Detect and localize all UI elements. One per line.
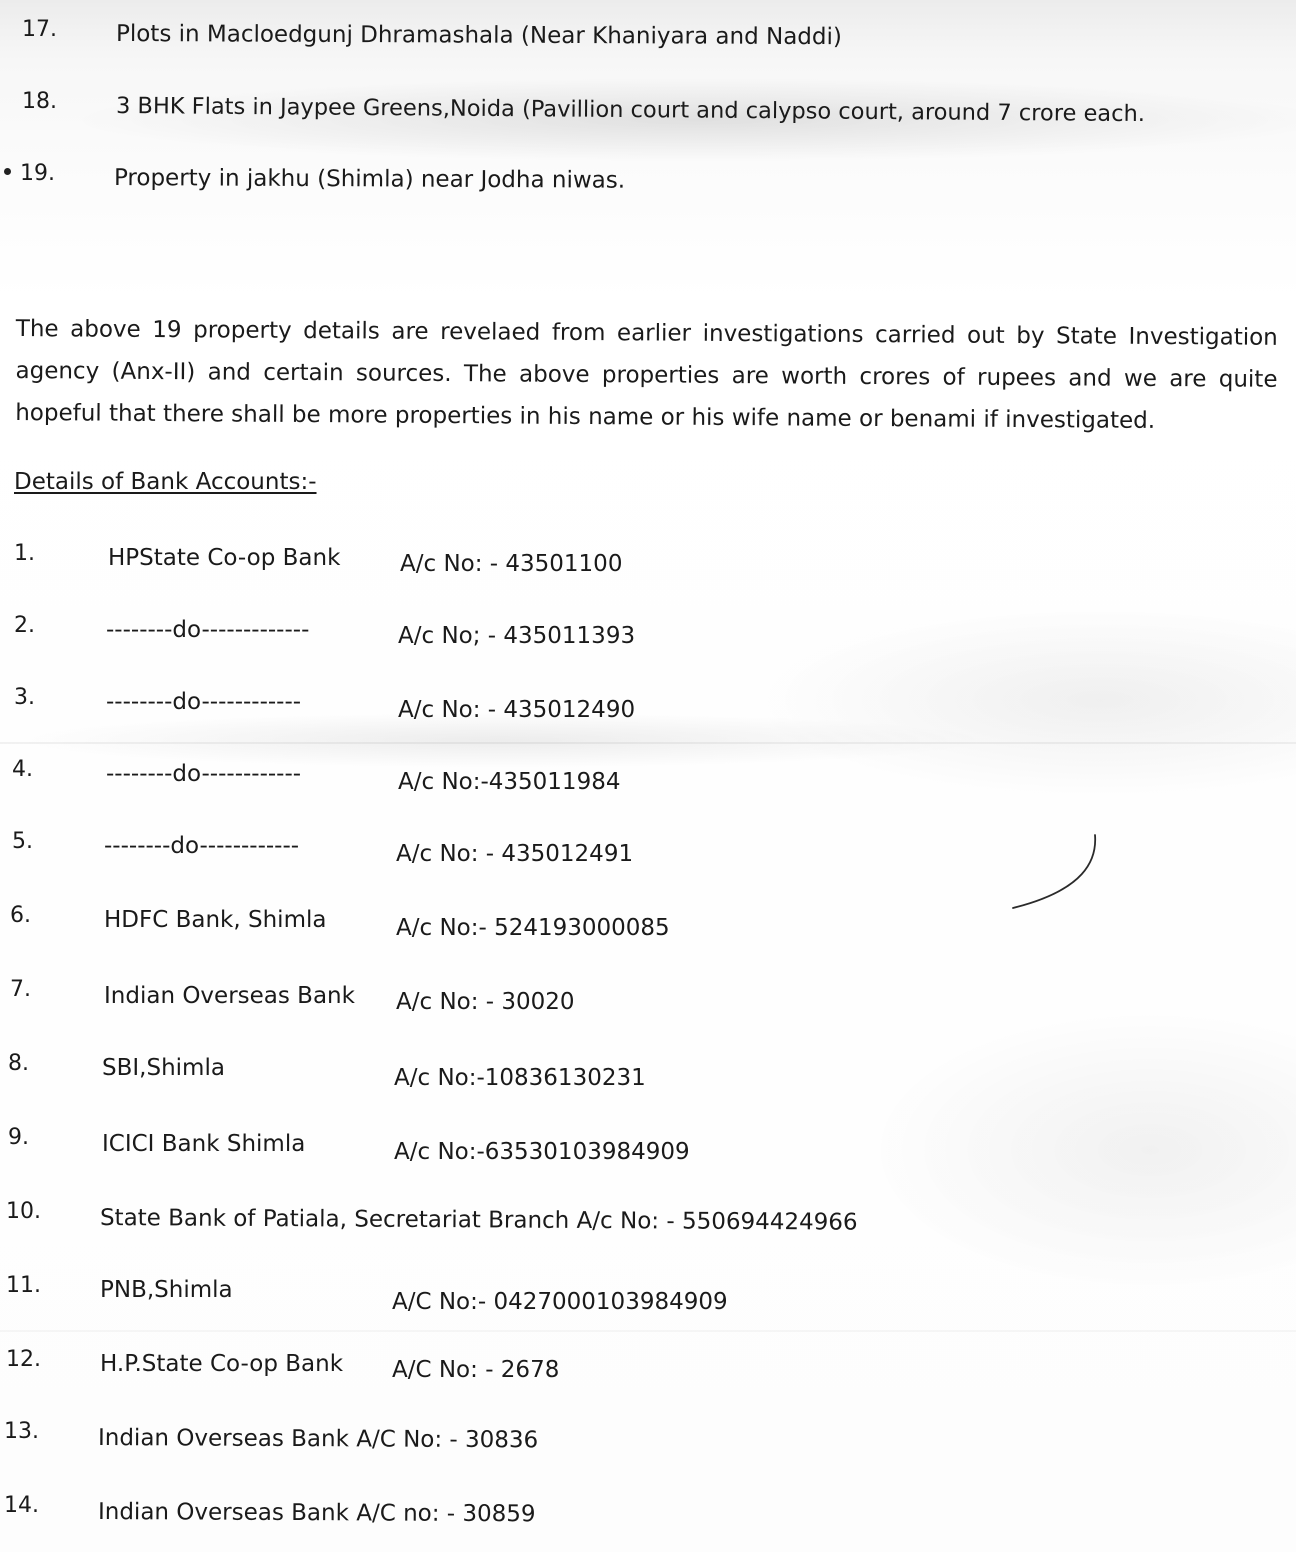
bank-name: H.P.State Co-op Bank bbox=[100, 1351, 344, 1377]
account-number-index: 6. bbox=[10, 903, 31, 928]
pen-stroke bbox=[1005, 830, 1115, 920]
account-number-index: 2. bbox=[14, 613, 35, 638]
account-number-index: 4. bbox=[12, 757, 33, 782]
paper-crease bbox=[0, 1330, 1296, 1332]
bank-name: Indian Overseas Bank bbox=[104, 983, 355, 1009]
account-number-index: 10. bbox=[6, 1199, 41, 1224]
bank-name: Indian Overseas Bank A/C no: - 30859 bbox=[97, 1499, 536, 1528]
account-number-index: 8. bbox=[8, 1051, 29, 1076]
account-number: A/c No: - 30020 bbox=[396, 989, 575, 1015]
bank-name: HPState Co-op Bank bbox=[108, 545, 341, 571]
account-number: A/c No: - 435012491 bbox=[396, 841, 634, 867]
bank-name: --------do------------ bbox=[106, 689, 302, 715]
property-number: 19. bbox=[20, 161, 55, 186]
summary-paragraph: The above 19 property details are revelaed from earlier investigations carried out by State Investigation agency (Anx-II) and certain sources. The above properties are worth crores of rupees and we are quite hopeful that there shall be more properties in his name or his wife name or benami if investigated. bbox=[15, 315, 1278, 434]
account-number-index: 1. bbox=[14, 541, 35, 566]
account-number: A/c No:- 524193000085 bbox=[396, 915, 670, 941]
account-number-index: 3. bbox=[14, 685, 35, 710]
bank-name: State Bank of Patiala, Secretariat Branch A/c No: - 550694424966 bbox=[99, 1205, 858, 1236]
account-number: A/c No; - 435011393 bbox=[398, 623, 636, 649]
account-number: A/C No:- 0427000103984909 bbox=[392, 1289, 728, 1315]
account-number: A/c No: - 43501100 bbox=[400, 551, 623, 577]
paper-crease bbox=[0, 742, 1296, 744]
bank-accounts-heading: Details of Bank Accounts:- bbox=[14, 469, 317, 495]
bank-name: Indian Overseas Bank A/C No: - 30836 bbox=[97, 1425, 539, 1454]
account-number-index: 11. bbox=[6, 1273, 41, 1298]
bank-name: PNB,Shimla bbox=[100, 1277, 233, 1303]
account-number-index: 7. bbox=[10, 977, 31, 1002]
property-number: 17. bbox=[22, 17, 57, 42]
account-number: A/c No:-10836130231 bbox=[394, 1065, 646, 1091]
bank-name: --------do------------ bbox=[106, 761, 302, 787]
account-number-index: 12. bbox=[6, 1347, 41, 1372]
account-number: A/c No:-63530103984909 bbox=[394, 1139, 690, 1165]
account-number: A/c No: - 435012490 bbox=[398, 697, 636, 723]
property-text: Plots in Macloedgunj Dhramashala (Near Khaniyara and Naddi) bbox=[115, 21, 842, 51]
account-number: A/c No:-435011984 bbox=[398, 769, 621, 795]
property-text: Property in jakhu (Shimla) near Jodha niwas. bbox=[113, 165, 626, 194]
bullet-mark bbox=[4, 168, 11, 175]
bank-name: --------do------------- bbox=[106, 617, 310, 643]
account-number-index: 13. bbox=[4, 1419, 39, 1444]
bank-name: SBI,Shimla bbox=[102, 1055, 225, 1081]
bank-name: HDFC Bank, Shimla bbox=[104, 907, 327, 933]
account-number-index: 5. bbox=[12, 829, 33, 854]
account-number-index: 9. bbox=[8, 1125, 29, 1150]
property-number: 18. bbox=[22, 89, 57, 114]
bank-name: ICICI Bank Shimla bbox=[102, 1131, 306, 1157]
account-number-index: 14. bbox=[4, 1493, 39, 1518]
property-text: 3 BHK Flats in Jaypee Greens,Noida (Pavillion court and calypso court, around 7 crore each. bbox=[115, 93, 1146, 128]
account-number: A/C No: - 2678 bbox=[392, 1357, 560, 1383]
bank-name: --------do------------ bbox=[104, 833, 300, 859]
